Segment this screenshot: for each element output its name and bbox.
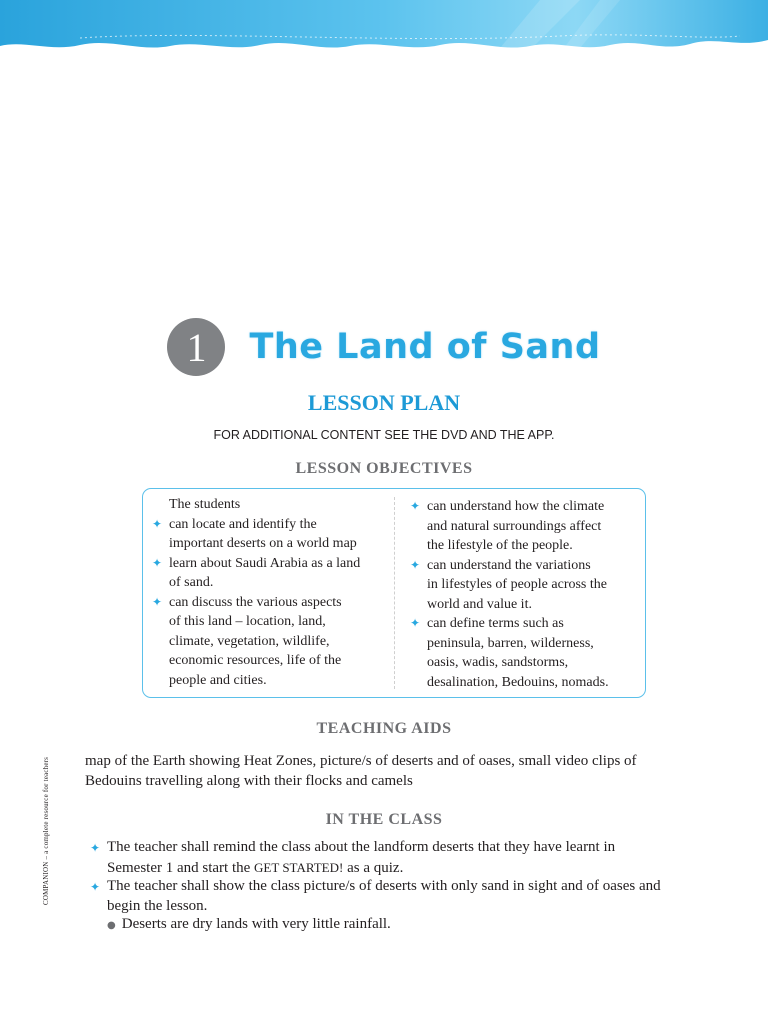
class-activity-item: ✦ The teacher shall show the class picture/s of deserts with only sand in sight and of oases and begin the lesson. <box>90 878 661 914</box>
objective-item: ✦ can discuss the various aspects of this land – location, land, climate, vegetation, wildlife, economic resources, life of the people and cities. <box>152 594 342 688</box>
objective-item: ✦ can locate and identify the important deserts on a world map <box>152 516 357 551</box>
diamond-star-icon: ✦ <box>409 557 421 572</box>
teaching-aids-text: map of the Earth showing Heat Zones, picture/s of deserts and of oases, small video clips of Bedouins travelling along with their flocks and camels <box>85 753 637 789</box>
chapter-header <box>0 318 768 376</box>
dot-icon: ● <box>107 920 116 931</box>
objectives-left-column <box>143 489 394 697</box>
objectives-right-column <box>394 497 645 689</box>
objective-item: ✦ can understand how the climate and natural surroundings affect the lifestyle of the people. <box>409 499 605 553</box>
diamond-star-icon: ✦ <box>152 516 163 531</box>
dvd-note: FOR ADDITIONAL CONTENT SEE THE DVD AND THE APP. <box>213 428 555 442</box>
teaching-aids-heading: TEACHING AIDS <box>316 720 452 737</box>
in-class-heading: IN THE CLASS <box>325 811 443 828</box>
side-caption: COMPANION – a complete resource for teachers <box>42 756 50 905</box>
diamond-star-icon: ✦ <box>90 841 101 855</box>
class-sub-item: ● Deserts are dry lands with very little rainfall. <box>107 916 391 932</box>
diamond-star-icon: ✦ <box>409 499 421 513</box>
chapter-number-badge: 1 <box>167 318 225 376</box>
diamond-star-icon: ✦ <box>152 555 163 570</box>
diamond-star-icon: ✦ <box>409 616 421 630</box>
objective-item: ✦ learn about Saudi Arabia as a land of sand. <box>152 555 361 590</box>
chapter-title: The Land of Sand <box>249 327 601 367</box>
objectives-box <box>142 488 646 698</box>
objectives-intro: The students <box>169 497 241 512</box>
diamond-star-icon: ✦ <box>90 880 101 894</box>
lesson-plan-heading: LESSON PLAN <box>307 390 461 415</box>
header-wave-banner <box>0 0 768 60</box>
objective-item: ✦ can understand the variations in lifestyles of people across the world and value it. <box>409 557 607 612</box>
class-activity-item: ✦ The teacher shall remind the class about the landform deserts that they have learnt in Semester 1 and start the GET STARTED! as a quiz. <box>90 839 616 876</box>
objectives-heading: LESSON OBJECTIVES <box>295 460 473 477</box>
objective-item: ✦ can define terms such as peninsula, barren, wilderness, oasis, wadis, sandstorms, desalination, Bedouins, nomads. <box>409 616 609 690</box>
diamond-star-icon: ✦ <box>152 594 163 609</box>
